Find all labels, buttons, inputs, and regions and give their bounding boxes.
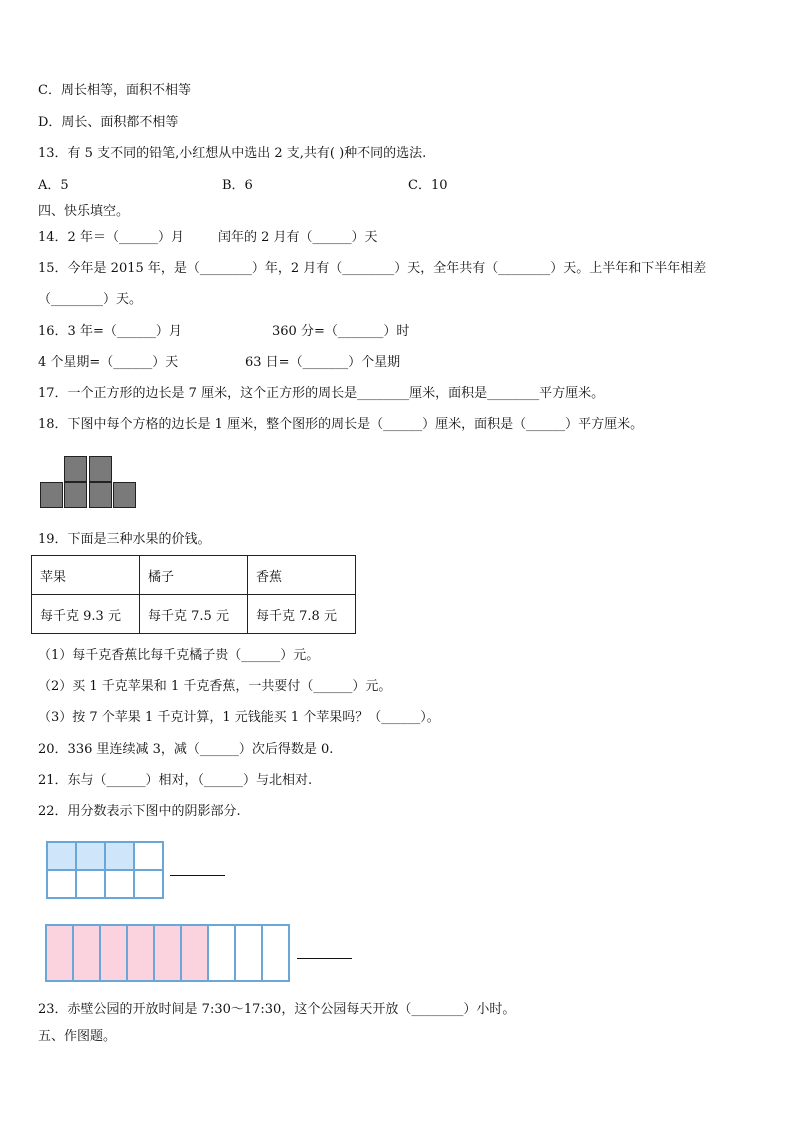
grid2-cell-shaded: [127, 925, 154, 981]
q18-square-bottom-3: [89, 482, 112, 508]
question-19-sub2: （2）买 1 千克苹果和 1 千克香蕉，一共要付（______）元。: [38, 679, 392, 694]
fraction-grid-2: [45, 924, 290, 982]
question-14-right: 闰年的 2 月有（______）天: [218, 230, 378, 245]
table-row: [32, 556, 356, 595]
question-16-row1-right: 360 分=（_______）时: [272, 324, 410, 339]
fruit-price-table: [31, 555, 356, 634]
grid1-cell: [47, 870, 76, 898]
fraction-grid-1: [46, 841, 164, 899]
question-23: 23．赤壁公园的开放时间是 7:30～17:30，这个公园每天开放（________）小时。: [38, 1002, 516, 1017]
option-c: C．周长相等，面积不相等: [38, 83, 191, 98]
table-header-banana: 香蕉: [248, 556, 356, 595]
grid2-cell-shaded: [181, 925, 208, 981]
q18-square-top-2: [89, 456, 112, 482]
q18-square-bottom-4: [113, 482, 136, 508]
table-cell-orange-price: 每千克 7.5 元: [140, 595, 248, 634]
grid2-cell-shaded: [154, 925, 181, 981]
section-5-title: 五、作图题。: [38, 1029, 117, 1044]
grid1-cell: [134, 842, 163, 870]
q18-square-bottom-2: [64, 482, 87, 508]
grid1-cell: [76, 870, 105, 898]
q13-option-c: C．10: [408, 178, 448, 193]
q18-square-bottom-1: [40, 482, 63, 508]
q13-option-a: A．5: [38, 178, 69, 193]
question-19: 19．下面是三种水果的价钱。: [38, 532, 211, 547]
section-4-title: 四、快乐填空。: [38, 204, 130, 219]
question-19-sub3: （3）按 7 个苹果 1 千克计算，1 元钱能买 1 个苹果吗？（______）。: [38, 710, 440, 725]
grid1-cell: [134, 870, 163, 898]
grid2-cell: [235, 925, 262, 981]
question-14-left: 14．2 年＝（______）月: [38, 230, 184, 245]
question-16-row2-left: 4 个星期=（______）天: [38, 355, 179, 370]
grid2-cell: [262, 925, 289, 981]
question-13: 13．有 5 支不同的铅笔,小红想从中选出 2 支,共有( )种不同的选法.: [38, 146, 427, 161]
question-18: 18．下图中每个方格的边长是 1 厘米，整个图形的周长是（______）厘米，面积是（______）平方厘米。: [38, 417, 644, 432]
question-15-line2: （________）天。: [38, 292, 143, 307]
table-header-orange: 橘子: [140, 556, 248, 595]
question-21: 21．东与（______）相对，（______）与北相对.: [38, 773, 313, 788]
grid2-answer-line: [297, 958, 352, 959]
question-16-row2-right: 63 日=（_______）个星期: [245, 355, 401, 370]
grid2-cell-shaded: [46, 925, 73, 981]
question-19-sub1: （1）每千克香蕉比每千克橘子贵（______）元。: [38, 648, 320, 663]
table-row: [32, 595, 356, 634]
grid2-cell-shaded: [73, 925, 100, 981]
question-22: 22．用分数表示下图中的阴影部分.: [38, 804, 241, 819]
grid2-cell: [208, 925, 235, 981]
grid1-answer-line: [170, 875, 225, 876]
question-17: 17．一个正方形的边长是 7 厘米，这个正方形的周长是________厘米，面积是________平方厘米。: [38, 386, 605, 401]
q18-square-top-1: [64, 456, 87, 482]
grid1-cell-shaded: [76, 842, 105, 870]
grid1-cell-shaded: [47, 842, 76, 870]
question-15-line1: 15．今年是 2015 年，是（________）年，2 月有（________）天，全年共有（________）天。上半年和下半年相差: [38, 261, 707, 276]
question-20: 20．336 里连续减 3，减（______）次后得数是 0.: [38, 742, 334, 757]
table-cell-apple-price: 每千克 9.3 元: [32, 595, 140, 634]
table-cell-banana-price: 每千克 7.8 元: [248, 595, 356, 634]
grid2-cell-shaded: [100, 925, 127, 981]
q13-option-b: B．6: [222, 178, 253, 193]
grid1-cell-shaded: [105, 842, 134, 870]
option-d: D．周长、面积都不相等: [38, 115, 179, 130]
grid1-cell: [105, 870, 134, 898]
table-header-apple: 苹果: [32, 556, 140, 595]
question-16-row1-left: 16．3 年=（______）月: [38, 324, 182, 339]
